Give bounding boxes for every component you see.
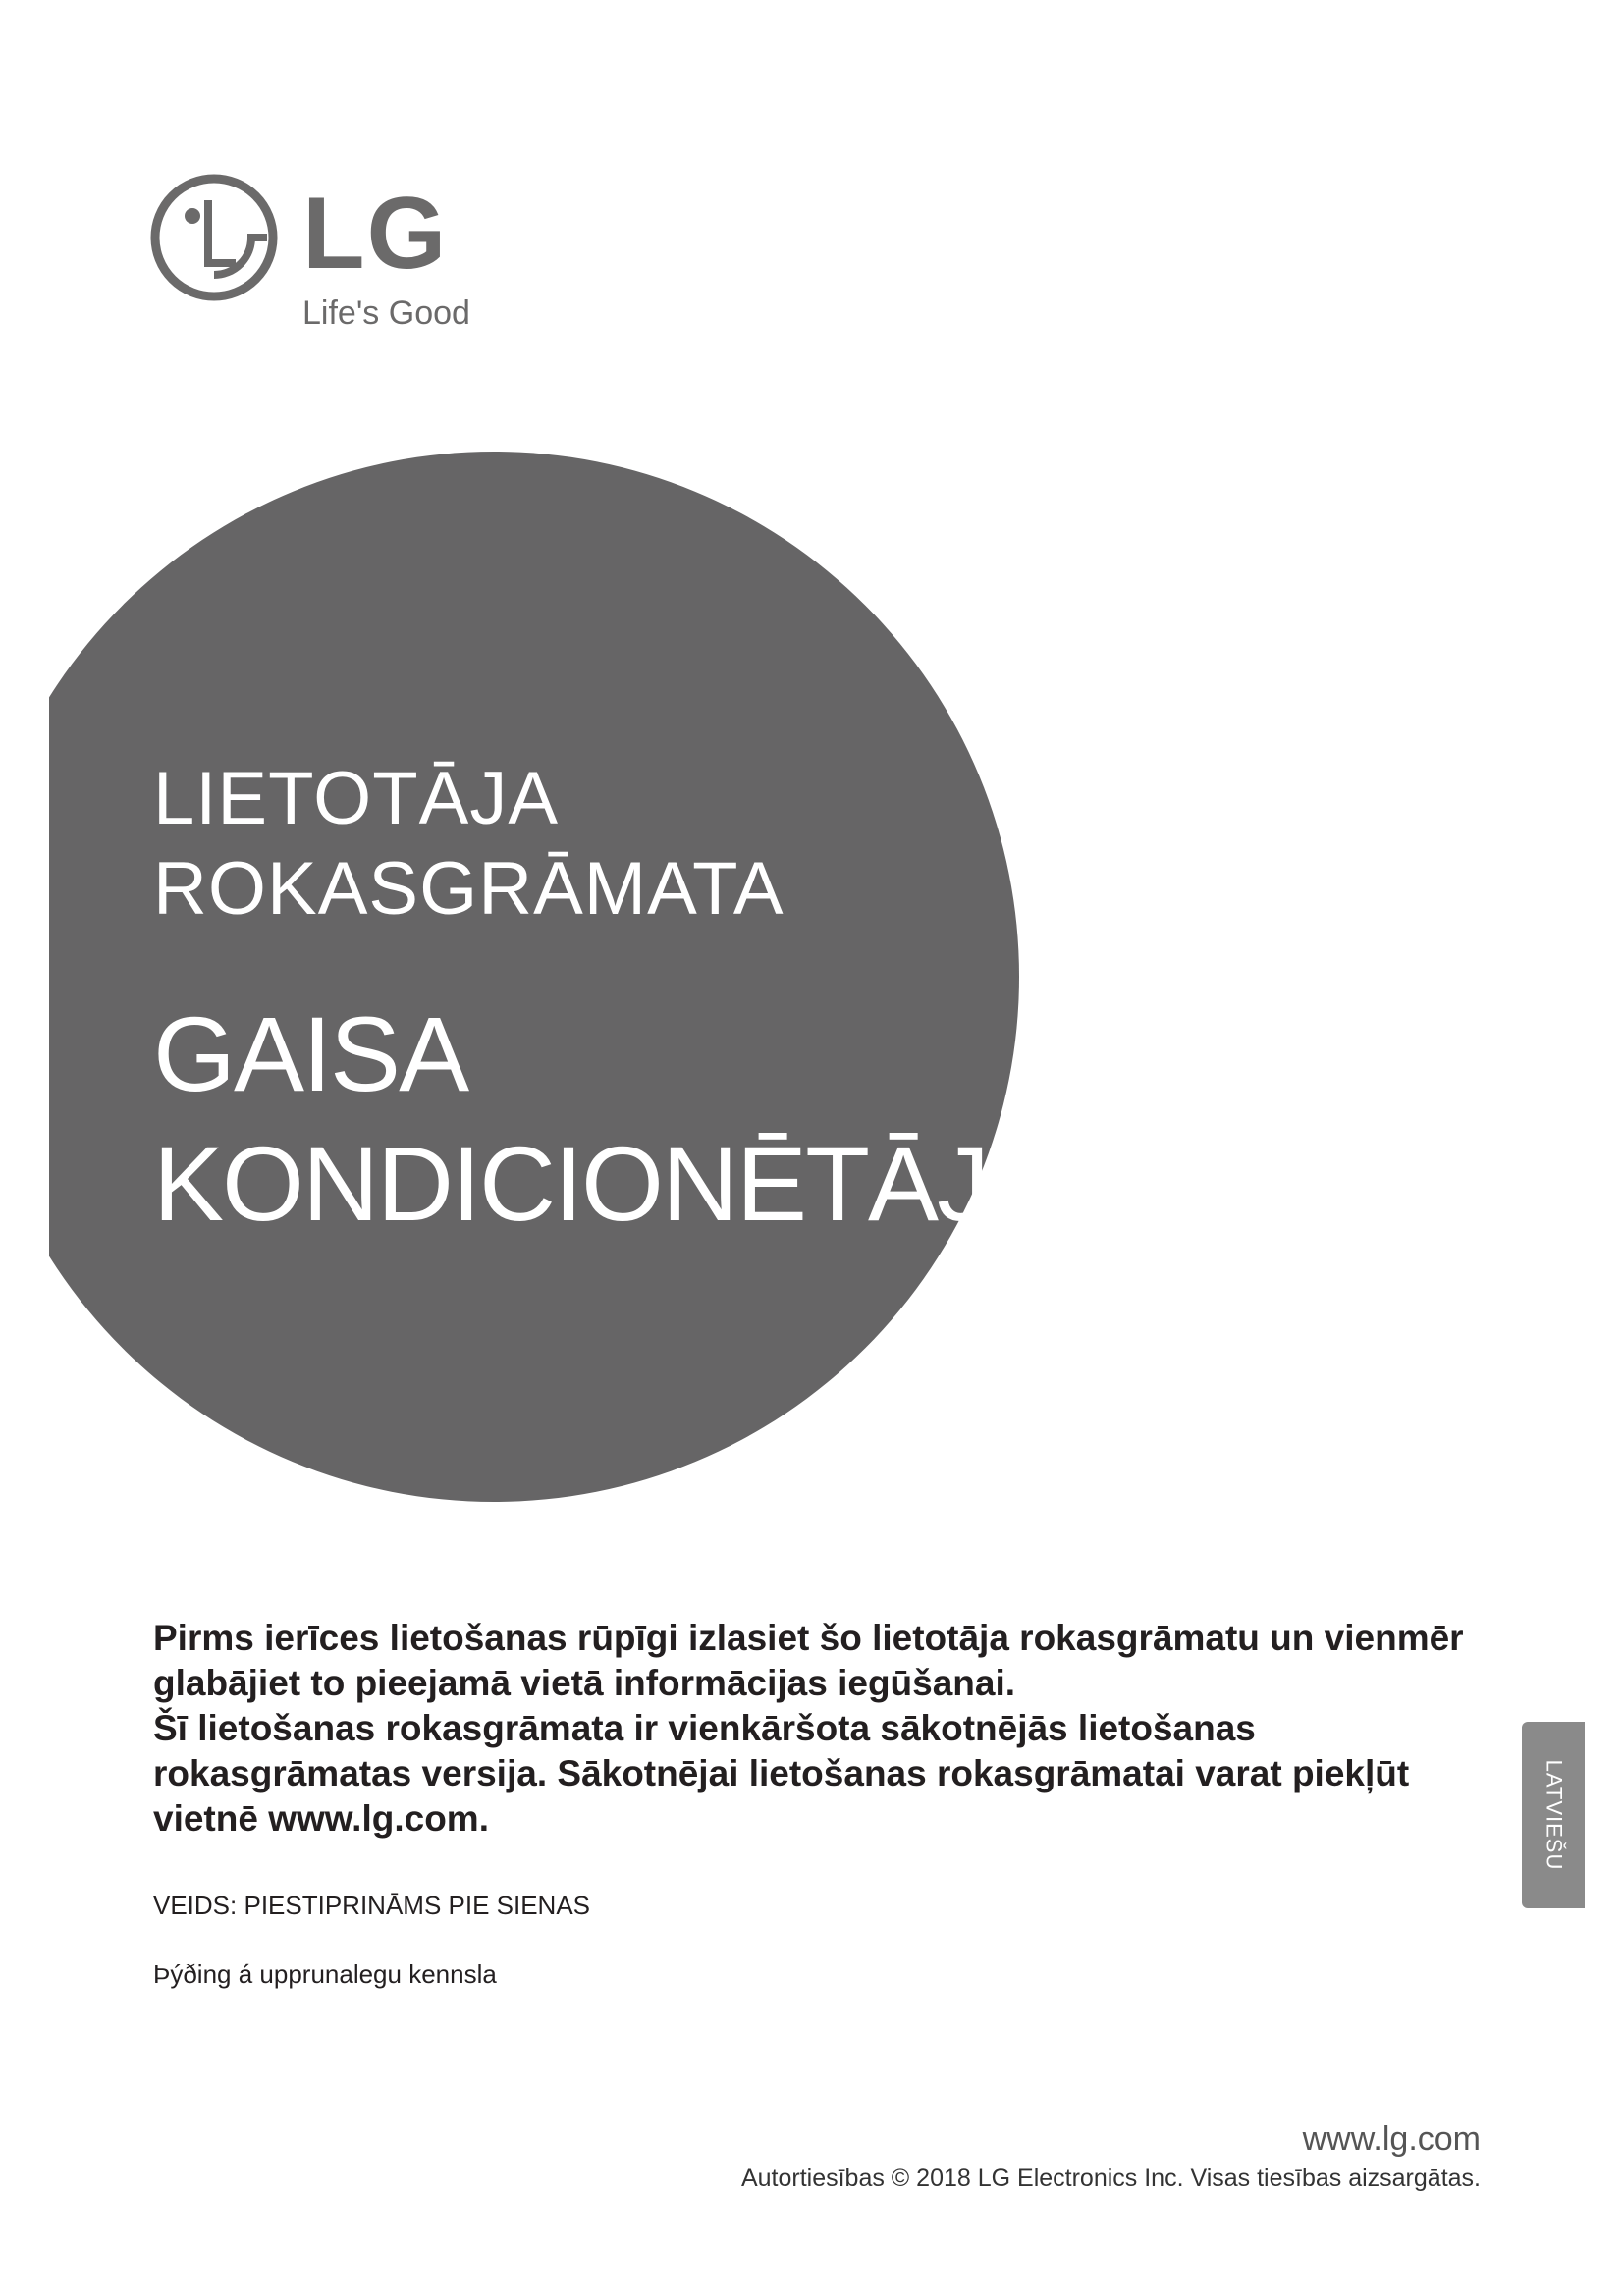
footer-url: www.lg.com	[1302, 2120, 1481, 2158]
language-tab-label: LATVIEŠU	[1542, 1759, 1566, 1871]
intro-text	[153, 1616, 1469, 1842]
cover-title-block	[153, 754, 1056, 1249]
translation-note: Þýðing á upprunalegu kennsla	[153, 1959, 497, 1989]
intro-paragraph-1: Pirms ierīces lietošanas rūpīgi izlasiet šo lietotāja rokasgrāmatu un vienmēr glabājiet to pieejamā vietā informācijas iegūšanai.	[153, 1618, 1464, 1703]
lg-tagline: Life's Good	[302, 294, 470, 332]
product-title-line-1: GAISA	[153, 994, 468, 1113]
model-type: VEIDS: PIESTIPRINĀMS PIE SIENAS	[153, 1891, 591, 1920]
manual-subtitle-line-2: ROKASGRĀMATA	[153, 847, 785, 931]
language-tab	[1522, 1722, 1585, 1908]
product-title-line-2: KONDICIONĒTĀJS	[153, 1124, 1057, 1243]
lg-wordmark: LG	[302, 177, 449, 291]
footer-copyright: Autortiesības © 2018 LG Electronics Inc. Visas tiesības aizsargātas.	[740, 2164, 1481, 2192]
intro-paragraph-2: Šī lietošanas rokasgrāmata ir vienkāršota sākotnējās lietošanas rokasgrāmatas versija. Sākotnējai lietošanas rokasgrāmatai varat piekļūt vietnē www.lg.com.	[153, 1708, 1410, 1839]
manual-subtitle-line-1: LIETOTĀJA	[153, 757, 560, 840]
